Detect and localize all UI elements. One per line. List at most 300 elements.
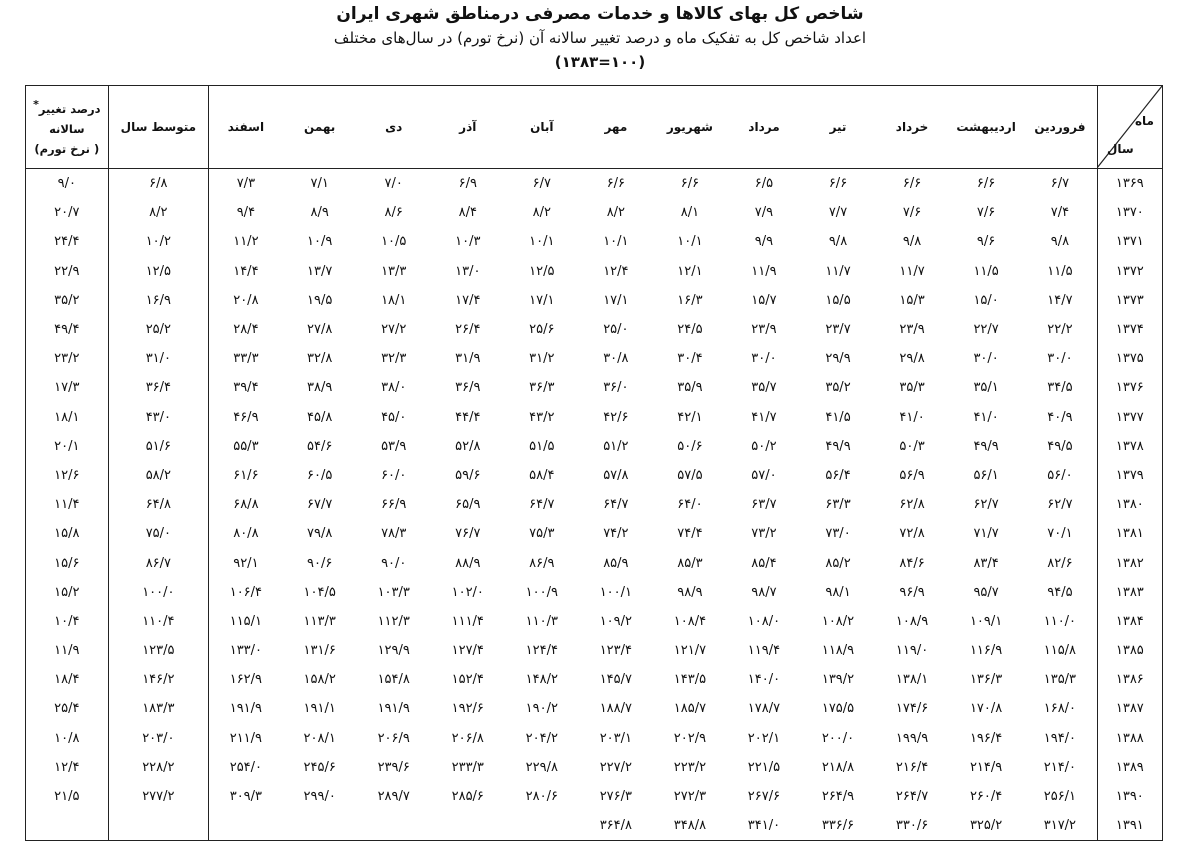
month-value-cell: ۴۲/۶ xyxy=(603,409,629,425)
month-value-cell: ۲۲۷/۲ xyxy=(599,759,633,775)
month-value-cell: ۱۰۸/۰ xyxy=(747,613,781,629)
inflation-cell: ۱۱/۴ xyxy=(26,490,109,519)
month-header: خرداد xyxy=(875,86,949,169)
year-cell: ۱۳۷۸ xyxy=(1097,432,1162,461)
month-value-cell: ۷۹/۸ xyxy=(307,526,333,542)
month-header: اردیبهشت xyxy=(949,86,1023,169)
year-cell: ۱۳۷۰ xyxy=(1097,198,1162,227)
month-value-cell: ۶۰/۰ xyxy=(381,467,407,483)
month-value-cell: ۱۸/۱ xyxy=(381,292,407,308)
inflation-cell: ۱۰/۸ xyxy=(26,724,109,753)
month-value-cell: ۱۰/۹ xyxy=(307,234,333,250)
month-value-cell: ۶۲/۷ xyxy=(973,497,999,513)
month-header: مهر xyxy=(579,86,653,169)
month-header: فروردین xyxy=(1023,86,1097,169)
average-cell: ۷۵/۰ xyxy=(108,519,209,548)
month-value-cell: ۸۶/۹ xyxy=(529,555,555,571)
month-value-cell: ۲۴۵/۶ xyxy=(303,759,336,775)
month-value-cell: ۹/۸ xyxy=(828,234,848,250)
average-header: متوسط سال xyxy=(108,86,209,169)
month-value-cell: ۱۱/۵ xyxy=(973,263,999,279)
month-value-cell: ۹۴/۵ xyxy=(1047,584,1073,600)
month-value-cell: ۲۱۴/۰ xyxy=(1043,759,1077,775)
month-value-cell: ۲۷/۲ xyxy=(381,322,407,338)
table-row xyxy=(26,782,1163,811)
month-value-cell: ۱۹۰/۲ xyxy=(525,701,558,717)
month-value-cell: ۲۲/۲ xyxy=(1047,322,1073,338)
average-cell: ۶/۸ xyxy=(108,169,209,199)
month-value-cell: ۱۶۲/۹ xyxy=(209,665,283,694)
inflation-cell: ۱۰/۴ xyxy=(26,607,109,636)
month-value-cell: ۱۸۵/۷ xyxy=(673,701,707,717)
average-cell: ۶۴/۸ xyxy=(108,490,209,519)
year-cell: ۱۳۹۰ xyxy=(1097,782,1162,811)
month-value-cell: ۵۶/۹ xyxy=(899,467,925,483)
inflation-cell: ۴۹/۴ xyxy=(26,315,109,344)
month-value-cell: ۷۸/۳ xyxy=(381,526,407,542)
month-value-cell: ۱۳۶/۳ xyxy=(969,672,1003,688)
year-cell: ۱۳۸۰ xyxy=(1097,490,1162,519)
month-value-cell: ۸/۲ xyxy=(606,205,626,221)
month-value-cell: ۱۰۸/۹ xyxy=(895,613,929,629)
footnote-star: * xyxy=(33,98,39,112)
month-value-cell: ۹۲/۱ xyxy=(209,548,283,577)
month-value-cell: ۳۰/۰ xyxy=(973,351,999,367)
month-value-cell: ۱۱۵/۸ xyxy=(1043,643,1077,659)
month-value-cell: ۱۰/۳ xyxy=(455,234,481,250)
average-cell: ۲۰۳/۰ xyxy=(108,724,209,753)
month-value-cell: ۷/۶ xyxy=(976,205,996,221)
month-value-cell: ۱۹۶/۴ xyxy=(969,730,1003,746)
month-header: مرداد xyxy=(727,86,801,169)
inflation-header-line3: ( نرخ تورم) xyxy=(34,141,100,156)
month-value-cell: ۱۲۳/۴ xyxy=(599,643,633,659)
average-cell: ۵۱/۶ xyxy=(108,432,209,461)
month-value-cell: ۸۵/۳ xyxy=(677,555,703,571)
month-value-cell: ۳۵/۹ xyxy=(677,380,703,396)
month-value-cell: ۵۰/۲ xyxy=(751,438,777,454)
month-value-cell: ۱۱۰/۰ xyxy=(1043,613,1077,629)
month-value-cell: ۹/۸ xyxy=(1050,234,1070,250)
month-value-cell: ۷/۱ xyxy=(310,176,329,192)
month-value-cell: ۲۱۶/۴ xyxy=(895,759,929,775)
average-cell: ۲۷۷/۲ xyxy=(108,782,209,811)
month-value-cell: ۶۳/۷ xyxy=(751,497,777,513)
month-value-cell: ۷/۹ xyxy=(754,205,774,221)
inflation-cell: ۲۵/۴ xyxy=(26,694,109,723)
inflation-cell: ۲۱/۵ xyxy=(26,782,109,811)
table-body xyxy=(26,169,1163,841)
month-header: آبان xyxy=(505,86,579,169)
month-value-cell: ۳۰/۸ xyxy=(603,351,629,367)
month-value-cell: ۲۲/۷ xyxy=(973,322,999,338)
average-cell: ۱۱۰/۴ xyxy=(108,607,209,636)
month-value-cell: ۶۲/۷ xyxy=(1047,497,1073,513)
month-value-cell: ۱۵۴/۸ xyxy=(377,672,410,688)
table-row xyxy=(26,198,1163,227)
month-value-cell: ۱۱۲/۳ xyxy=(377,613,410,629)
month-value-cell: ۱۰/۱ xyxy=(677,234,703,250)
table-header-row xyxy=(26,86,1163,169)
month-value-cell: ۱۳/۰ xyxy=(455,263,481,279)
month-value-cell: ۴۲/۱ xyxy=(677,409,703,425)
month-value-cell: ۶۳/۳ xyxy=(825,497,851,513)
month-value-cell: ۸/۴ xyxy=(458,205,477,221)
month-value-cell: ۴۰/۹ xyxy=(1047,409,1073,425)
month-value-cell: ۸۰/۸ xyxy=(209,519,283,548)
month-value-cell: ۳۸/۰ xyxy=(381,380,407,396)
inflation-cell: ۱۸/۴ xyxy=(26,665,109,694)
month-value-cell: ۱۰۰/۱ xyxy=(599,584,633,600)
average-cell xyxy=(108,811,209,841)
month-value-cell: ۲۱۴/۹ xyxy=(969,759,1003,775)
month-value-cell: ۲۳/۹ xyxy=(751,322,777,338)
month-value-cell: ۲۹/۸ xyxy=(899,351,925,367)
table-row xyxy=(26,490,1163,519)
month-value-cell: ۸/۶ xyxy=(384,205,403,221)
month-value-cell: ۲۶۴/۹ xyxy=(821,789,855,805)
month-value-cell: ۳۵/۳ xyxy=(899,380,925,396)
month-value-cell: ۲۰۲/۹ xyxy=(673,730,707,746)
month-value-cell: ۵۰/۳ xyxy=(899,438,925,454)
table-row xyxy=(26,519,1163,548)
month-value-cell: ۲۰۶/۸ xyxy=(451,730,484,746)
month-value-cell: ۱۱۱/۴ xyxy=(451,613,484,629)
inflation-cell: ۲۳/۲ xyxy=(26,344,109,373)
month-value-cell: ۲۱۱/۹ xyxy=(209,724,283,753)
month-value-cell: ۳۶/۰ xyxy=(603,380,629,396)
year-cell: ۱۳۷۷ xyxy=(1097,403,1162,432)
month-value-cell: ۲۱۸/۸ xyxy=(821,759,855,775)
month-value-cell: ۸۲/۶ xyxy=(1047,555,1073,571)
year-axis-label: سال xyxy=(1107,142,1134,156)
year-cell: ۱۳۷۶ xyxy=(1097,373,1162,402)
month-value-cell: ۷۴/۲ xyxy=(603,526,629,542)
month-value-cell: ۷۱/۷ xyxy=(973,526,999,542)
month-value-cell: ۶۰/۵ xyxy=(307,467,333,483)
month-value-cell: ۵۸/۴ xyxy=(529,467,555,483)
month-value-cell: ۱۰۳/۳ xyxy=(377,584,410,600)
table-row xyxy=(26,753,1163,782)
inflation-cell: ۳۵/۲ xyxy=(26,286,109,315)
month-value-cell: ۴۹/۹ xyxy=(825,438,851,454)
year-cell: ۱۳۸۷ xyxy=(1097,694,1162,723)
month-value-cell: ۳۶/۹ xyxy=(455,380,481,396)
month-value-cell: ۱۸۸/۷ xyxy=(599,701,633,717)
table-row xyxy=(26,636,1163,665)
month-value-cell: ۷/۳ xyxy=(209,169,283,199)
month-value-cell: ۳۵/۱ xyxy=(973,380,999,396)
month-value-cell: ۱۷/۱ xyxy=(529,292,555,308)
month-value-cell: ۵۷/۸ xyxy=(603,467,629,483)
month-value-cell: ۳۰/۰ xyxy=(1047,351,1073,367)
month-header: بهمن xyxy=(283,86,357,169)
month-value-cell: ۲۸۵/۶ xyxy=(451,789,484,805)
year-cell: ۱۳۸۹ xyxy=(1097,753,1162,782)
month-value-cell: ۱۹۱/۹ xyxy=(209,694,283,723)
month-value-cell: ۳۴۸/۸ xyxy=(653,811,727,841)
month-value-cell: ۴۱/۷ xyxy=(751,409,777,425)
month-value-cell: ۱۹۲/۶ xyxy=(451,701,484,717)
month-value-cell: ۷/۶ xyxy=(902,205,922,221)
year-cell: ۱۳۸۴ xyxy=(1097,607,1162,636)
year-cell: ۱۳۸۵ xyxy=(1097,636,1162,665)
inflation-cell: ۲۲/۹ xyxy=(26,257,109,286)
month-value-cell: ۸/۱ xyxy=(680,205,700,221)
month-value-cell: ۵۱/۵ xyxy=(529,438,555,454)
year-cell: ۱۳۶۹ xyxy=(1097,169,1162,199)
month-value-cell: ۹۸/۹ xyxy=(677,584,703,600)
month-value-cell: ۱۹۹/۹ xyxy=(895,730,929,746)
month-value-cell: ۳۱/۲ xyxy=(529,351,555,367)
average-cell: ۱۸۳/۳ xyxy=(108,694,209,723)
month-value-cell: ۳۵/۲ xyxy=(825,380,851,396)
month-value-cell: ۱۱/۹ xyxy=(751,263,777,279)
month-value-cell: ۴۱/۰ xyxy=(899,409,925,425)
year-cell: ۱۳۹۱ xyxy=(1097,811,1162,841)
average-cell: ۸۶/۷ xyxy=(108,548,209,577)
month-value-cell: ۸۸/۹ xyxy=(455,555,481,571)
month-value-cell: ۳۰/۴ xyxy=(677,351,703,367)
month-value-cell: ۴۳/۲ xyxy=(529,409,555,425)
month-value-cell: ۱۴۸/۲ xyxy=(525,672,558,688)
table-row xyxy=(26,169,1163,199)
month-value-cell: ۷۳/۲ xyxy=(751,526,777,542)
month-value-cell: ۵۷/۰ xyxy=(751,467,777,483)
month-value-cell: ۱۹۴/۰ xyxy=(1043,730,1077,746)
month-value-cell: ۱۱۹/۴ xyxy=(747,643,781,659)
month-value-cell: ۱۰۶/۴ xyxy=(209,578,283,607)
month-value-cell: ۶۴/۰ xyxy=(677,497,703,513)
average-cell: ۳۱/۰ xyxy=(108,344,209,373)
year-cell: ۱۳۷۱ xyxy=(1097,227,1162,256)
month-value-cell: ۳۱۷/۲ xyxy=(1023,811,1097,841)
month-value-cell: ۷۰/۱ xyxy=(1047,526,1073,542)
month-value-cell: ۱۷۴/۶ xyxy=(895,701,929,717)
month-value-cell: ۶/۶ xyxy=(680,176,700,192)
inflation-header-line1: درصد تغییر xyxy=(38,101,101,116)
month-value-cell: ۱۵۸/۲ xyxy=(303,672,336,688)
month-value-cell: ۱۳۱/۶ xyxy=(303,643,336,659)
month-value-cell: ۹۰/۶ xyxy=(307,555,333,571)
table-row xyxy=(26,665,1163,694)
table-row xyxy=(26,694,1163,723)
average-cell: ۱۲/۵ xyxy=(108,257,209,286)
month-value-cell: ۳۳۶/۶ xyxy=(801,811,875,841)
month-value-cell: ۴۵/۰ xyxy=(381,409,407,425)
month-value-cell: ۱۰۴/۵ xyxy=(303,584,336,600)
month-value-cell: ۶/۶ xyxy=(902,176,922,192)
month-value-cell: ۹۸/۱ xyxy=(825,584,851,600)
month-value-cell: ۲۵/۶ xyxy=(529,322,555,338)
month-value-cell: ۲۶/۴ xyxy=(455,322,481,338)
month-value-cell: ۹۶/۹ xyxy=(899,584,925,600)
month-value-cell: ۱۱۳/۳ xyxy=(303,613,336,629)
month-value-cell: ۲۰۶/۹ xyxy=(377,730,410,746)
month-value-cell: ۲۰۳/۱ xyxy=(599,730,633,746)
month-value-cell: ۱۷/۱ xyxy=(603,292,629,308)
month-value-cell: ۵۰/۶ xyxy=(677,438,703,454)
month-value-cell: ۲۷/۸ xyxy=(307,322,333,338)
year-cell: ۱۳۷۲ xyxy=(1097,257,1162,286)
month-value-cell: ۲۹/۹ xyxy=(825,351,851,367)
month-value-cell: ۶/۶ xyxy=(976,176,996,192)
inflation-cell: ۱۵/۸ xyxy=(26,519,109,548)
inflation-cell: ۱۲/۴ xyxy=(26,753,109,782)
month-value-cell: ۱۰۲/۰ xyxy=(451,584,484,600)
month-value-cell: ۲۳/۹ xyxy=(899,322,925,338)
month-value-cell: ۱۳۸/۱ xyxy=(895,672,929,688)
month-value-cell: ۲۰۸/۱ xyxy=(303,730,336,746)
month-value-cell: ۸/۲ xyxy=(532,205,551,221)
month-value-cell: ۴۹/۵ xyxy=(1047,438,1073,454)
month-value-cell: ۱۷۸/۷ xyxy=(747,701,781,717)
month-value-cell: ۲۸۹/۷ xyxy=(377,789,410,805)
month-value-cell: ۱۱۸/۹ xyxy=(821,643,855,659)
inflation-cell: ۲۰/۱ xyxy=(26,432,109,461)
month-value-cell: ۲۳۳/۳ xyxy=(451,759,484,775)
average-cell: ۱۰/۲ xyxy=(108,227,209,256)
month-value-cell: ۴۹/۹ xyxy=(973,438,999,454)
month-value-cell: ۲۷۶/۳ xyxy=(599,789,633,805)
month-value-cell: ۲۶۴/۷ xyxy=(895,789,929,805)
month-value-cell: ۱۰/۱ xyxy=(603,234,629,250)
month-value-cell: ۸۵/۴ xyxy=(751,555,777,571)
month-value-cell: ۱۱/۷ xyxy=(899,263,925,279)
month-value-cell: ۶/۹ xyxy=(458,176,477,192)
month-value-cell: ۷۳/۰ xyxy=(825,526,851,542)
month-value-cell: ۷/۴ xyxy=(1050,205,1070,221)
month-value-cell: ۵۶/۱ xyxy=(973,467,999,483)
month-value-cell: ۱۱۰/۳ xyxy=(525,613,558,629)
month-value-cell: ۳۳۰/۶ xyxy=(875,811,949,841)
month-value-cell: ۱۳/۳ xyxy=(381,263,407,279)
month-value-cell: ۱۰/۱ xyxy=(529,234,555,250)
month-value-cell: ۳۰۹/۳ xyxy=(209,782,283,811)
month-value-cell: ۶۵/۹ xyxy=(455,497,481,513)
month-value-cell: ۱۴/۷ xyxy=(1047,292,1073,308)
month-value-cell: ۲۳۹/۶ xyxy=(377,759,410,775)
month-header: آذر xyxy=(431,86,505,169)
year-cell: ۱۳۸۸ xyxy=(1097,724,1162,753)
month-value-cell: ۱۰/۵ xyxy=(381,234,407,250)
average-cell: ۱۶/۹ xyxy=(108,286,209,315)
month-value-cell: ۱۰۸/۴ xyxy=(673,613,707,629)
month-value-cell xyxy=(209,811,283,841)
month-value-cell: ۶/۷ xyxy=(532,176,551,192)
average-cell: ۲۲۸/۲ xyxy=(108,753,209,782)
month-value-cell: ۳۶/۳ xyxy=(529,380,555,396)
month-value-cell: ۶/۶ xyxy=(606,176,626,192)
month-header: شهریور xyxy=(653,86,727,169)
month-value-cell: ۲۸۰/۶ xyxy=(525,789,558,805)
month-value-cell: ۹/۹ xyxy=(754,234,774,250)
month-value-cell: ۵۷/۵ xyxy=(677,467,703,483)
month-value-cell: ۱۰۹/۲ xyxy=(599,613,633,629)
month-value-cell: ۱۱۶/۹ xyxy=(969,643,1003,659)
month-value-cell: ۵۱/۲ xyxy=(603,438,629,454)
month-value-cell: ۱۰۸/۲ xyxy=(821,613,855,629)
month-value-cell: ۱۴۳/۵ xyxy=(673,672,707,688)
year-cell: ۱۳۸۲ xyxy=(1097,548,1162,577)
month-value-cell: ۹۵/۷ xyxy=(973,584,999,600)
month-value-cell: ۱۷/۴ xyxy=(455,292,481,308)
inflation-cell: ۲۴/۴ xyxy=(26,227,109,256)
month-value-cell: ۷/۰ xyxy=(384,176,403,192)
inflation-cell: ۱۸/۱ xyxy=(26,403,109,432)
month-value-cell: ۱۶۸/۰ xyxy=(1043,701,1077,717)
month-value-cell: ۱۳۹/۲ xyxy=(821,672,855,688)
month-value-cell: ۶۴/۷ xyxy=(529,497,555,513)
month-value-cell: ۹/۶ xyxy=(976,234,996,250)
month-value-cell: ۵۶/۰ xyxy=(1047,467,1073,483)
month-value-cell: ۸۳/۴ xyxy=(973,555,999,571)
table-row xyxy=(26,432,1163,461)
month-value-cell: ۲۰۰/۰ xyxy=(821,730,855,746)
year-cell: ۱۳۸۶ xyxy=(1097,665,1162,694)
month-value-cell: ۱۹/۵ xyxy=(307,292,333,308)
month-value-cell: ۴۵/۸ xyxy=(307,409,333,425)
average-cell: ۱۰۰/۰ xyxy=(108,578,209,607)
month-value-cell: ۱۱۵/۱ xyxy=(209,607,283,636)
month-value-cell: ۷۵/۳ xyxy=(529,526,555,542)
month-value-cell: ۳۳/۳ xyxy=(209,344,283,373)
page-title: شاخص کل بهای کالاها و خدمات مصرفی درمناطق شهری ایران xyxy=(336,4,864,24)
month-value-cell: ۹/۸ xyxy=(902,234,922,250)
month-value-cell: ۲۴/۵ xyxy=(677,322,703,338)
month-value-cell: ۸/۹ xyxy=(310,205,329,221)
month-value-cell: ۱۰۰/۹ xyxy=(525,584,558,600)
month-value-cell: ۹۸/۷ xyxy=(751,584,777,600)
month-value-cell: ۲۶۷/۶ xyxy=(747,789,781,805)
month-value-cell: ۷۲/۸ xyxy=(899,526,925,542)
table-row xyxy=(26,461,1163,490)
month-value-cell: ۲۵۴/۰ xyxy=(209,753,283,782)
inflation-cell: ۱۷/۳ xyxy=(26,373,109,402)
cpi-table xyxy=(25,85,1163,841)
month-value-cell xyxy=(431,811,505,841)
month-value-cell: ۱۲۷/۴ xyxy=(451,643,484,659)
month-value-cell: ۴۱/۵ xyxy=(825,409,851,425)
month-value-cell: ۴۱/۰ xyxy=(973,409,999,425)
month-value-cell: ۲۵/۰ xyxy=(603,322,629,338)
corner-header-cell xyxy=(1097,86,1162,169)
month-value-cell: ۷۴/۴ xyxy=(677,526,703,542)
month-value-cell: ۶۷/۷ xyxy=(307,497,333,513)
month-value-cell xyxy=(505,811,579,841)
month-value-cell: ۶۶/۹ xyxy=(381,497,407,513)
month-value-cell: ۱۹۱/۹ xyxy=(377,701,410,717)
year-cell: ۱۳۸۱ xyxy=(1097,519,1162,548)
month-value-cell: ۳۰/۰ xyxy=(751,351,777,367)
table-row xyxy=(26,724,1163,753)
month-value-cell: ۱۵/۳ xyxy=(899,292,925,308)
month-value-cell: ۱۶/۳ xyxy=(677,292,703,308)
month-value-cell: ۱۹۱/۱ xyxy=(303,701,336,717)
inflation-cell xyxy=(26,811,109,841)
month-value-cell: ۲۲۳/۲ xyxy=(673,759,707,775)
month-header: تیر xyxy=(801,86,875,169)
year-cell: ۱۳۸۳ xyxy=(1097,578,1162,607)
month-value-cell: ۱۳/۷ xyxy=(307,263,333,279)
year-cell: ۱۳۷۹ xyxy=(1097,461,1162,490)
average-cell: ۲۵/۲ xyxy=(108,315,209,344)
month-value-cell: ۳۲/۸ xyxy=(307,351,333,367)
month-value-cell: ۵۳/۹ xyxy=(381,438,407,454)
table-row xyxy=(26,257,1163,286)
month-value-cell: ۲۰۲/۱ xyxy=(747,730,781,746)
table-row xyxy=(26,548,1163,577)
